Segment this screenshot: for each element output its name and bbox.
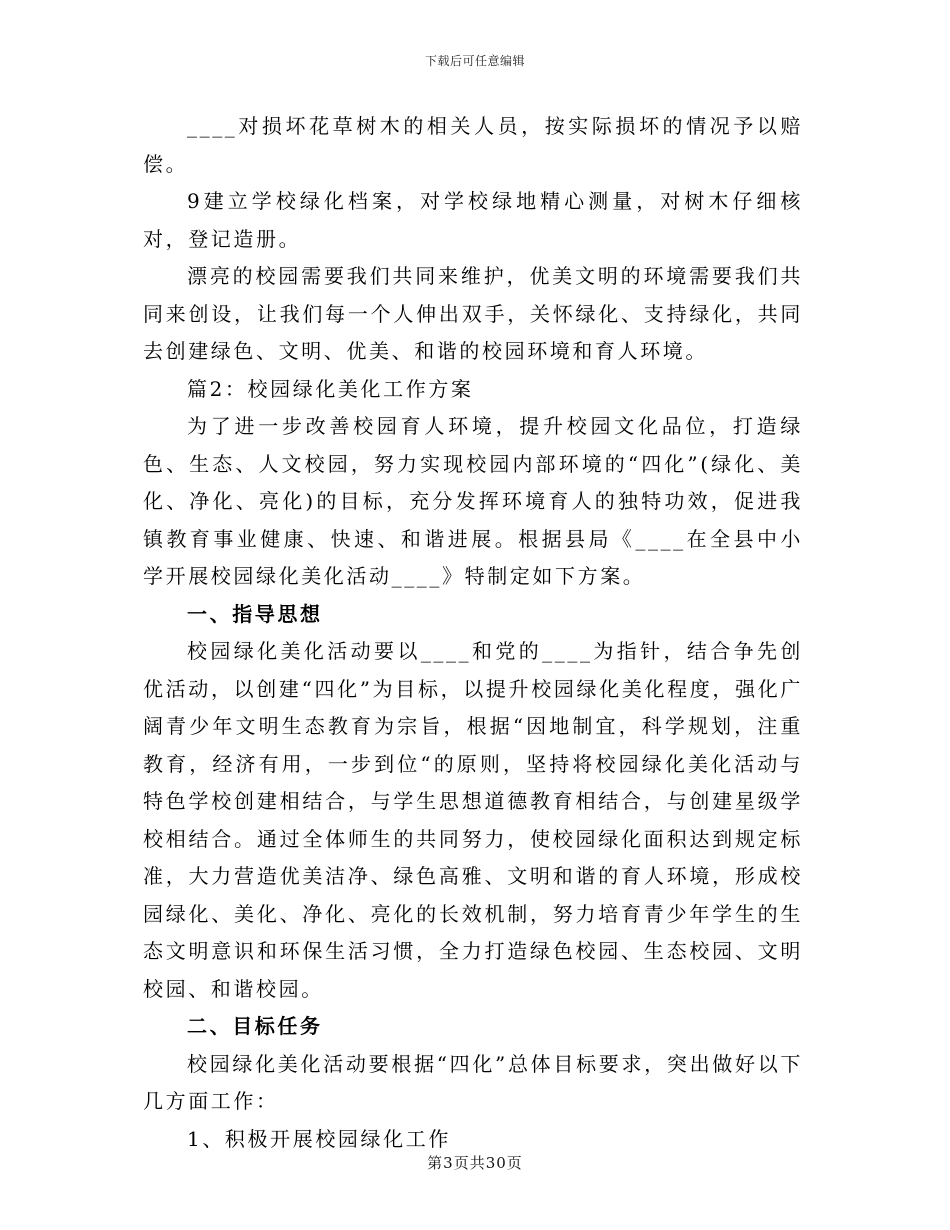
paragraph: ____对损坏花草树木的相关人员，按实际损坏的情况予以赔偿。 (143, 114, 803, 176)
section-heading: 二、目标任务 (187, 1014, 323, 1038)
document-body (143, 108, 803, 1158)
page-header: 下载后可任意编辑 (424, 54, 525, 68)
paragraph: 校园绿化美化活动要以____和党的____为指针，结合争先创优活动，以创建“四化”为目标，以提升校园绿化美化程度，强化广阔青少年文明生态教育为宗旨，根据“因地制宜，科学规划，注重教育，经济有用，一步到位“的原则，坚持将校园绿化美化活动与特色学校创建相结合，与学生思想道德教育相结合，与创建星级学校相结合。通过全体师生的共同努力，使校园绿化面积达到规定标准，大力营造优美洁净、绿色高雅、文明和谐的育人环境，形成校园绿化、美化、净化、亮化的长效机制，努力培育青少年学生的生态文明意识和环保生活习惯，全力打造绿色校园、生态校园、文明校园、和谐校园。 (143, 639, 803, 1001)
paragraph: 1、积极开展校园绿化工作 (187, 1126, 451, 1151)
paragraph: 校园绿化美化活动要根据“四化”总体目标要求，突出做好以下几方面工作： (143, 1051, 803, 1113)
paragraph: 漂亮的校园需要我们共同来维护，优美文明的环境需要我们共同来创设，让我们每一个人伸出双手，关怀绿化、支持绿化，共同去创建绿色、文明、优美、和谐的校园环境和育人环境。 (143, 264, 803, 363)
section-title: 篇2：校园绿化美化工作方案 (187, 376, 474, 401)
section-heading: 一、指导思想 (187, 601, 323, 626)
page-footer: 第3页共30页 (427, 1154, 523, 1172)
paragraph: 9建立学校绿化档案，对学校绿地精心测量，对树木仔细核对，登记造册。 (143, 189, 803, 251)
paragraph: 为了进一步改善校园育人环境，提升校园文化品位，打造绿色、生态、人文校园，努力实现校园内部环境的“四化”(绿化、美化、净化、亮化)的目标，充分发挥环境育人的独特功效，促进我镇教育事业健康、快速、和谐进展。根据县局《____在全县中小学开展校园绿化美化活动____》特制定如下方案。 (143, 414, 803, 588)
